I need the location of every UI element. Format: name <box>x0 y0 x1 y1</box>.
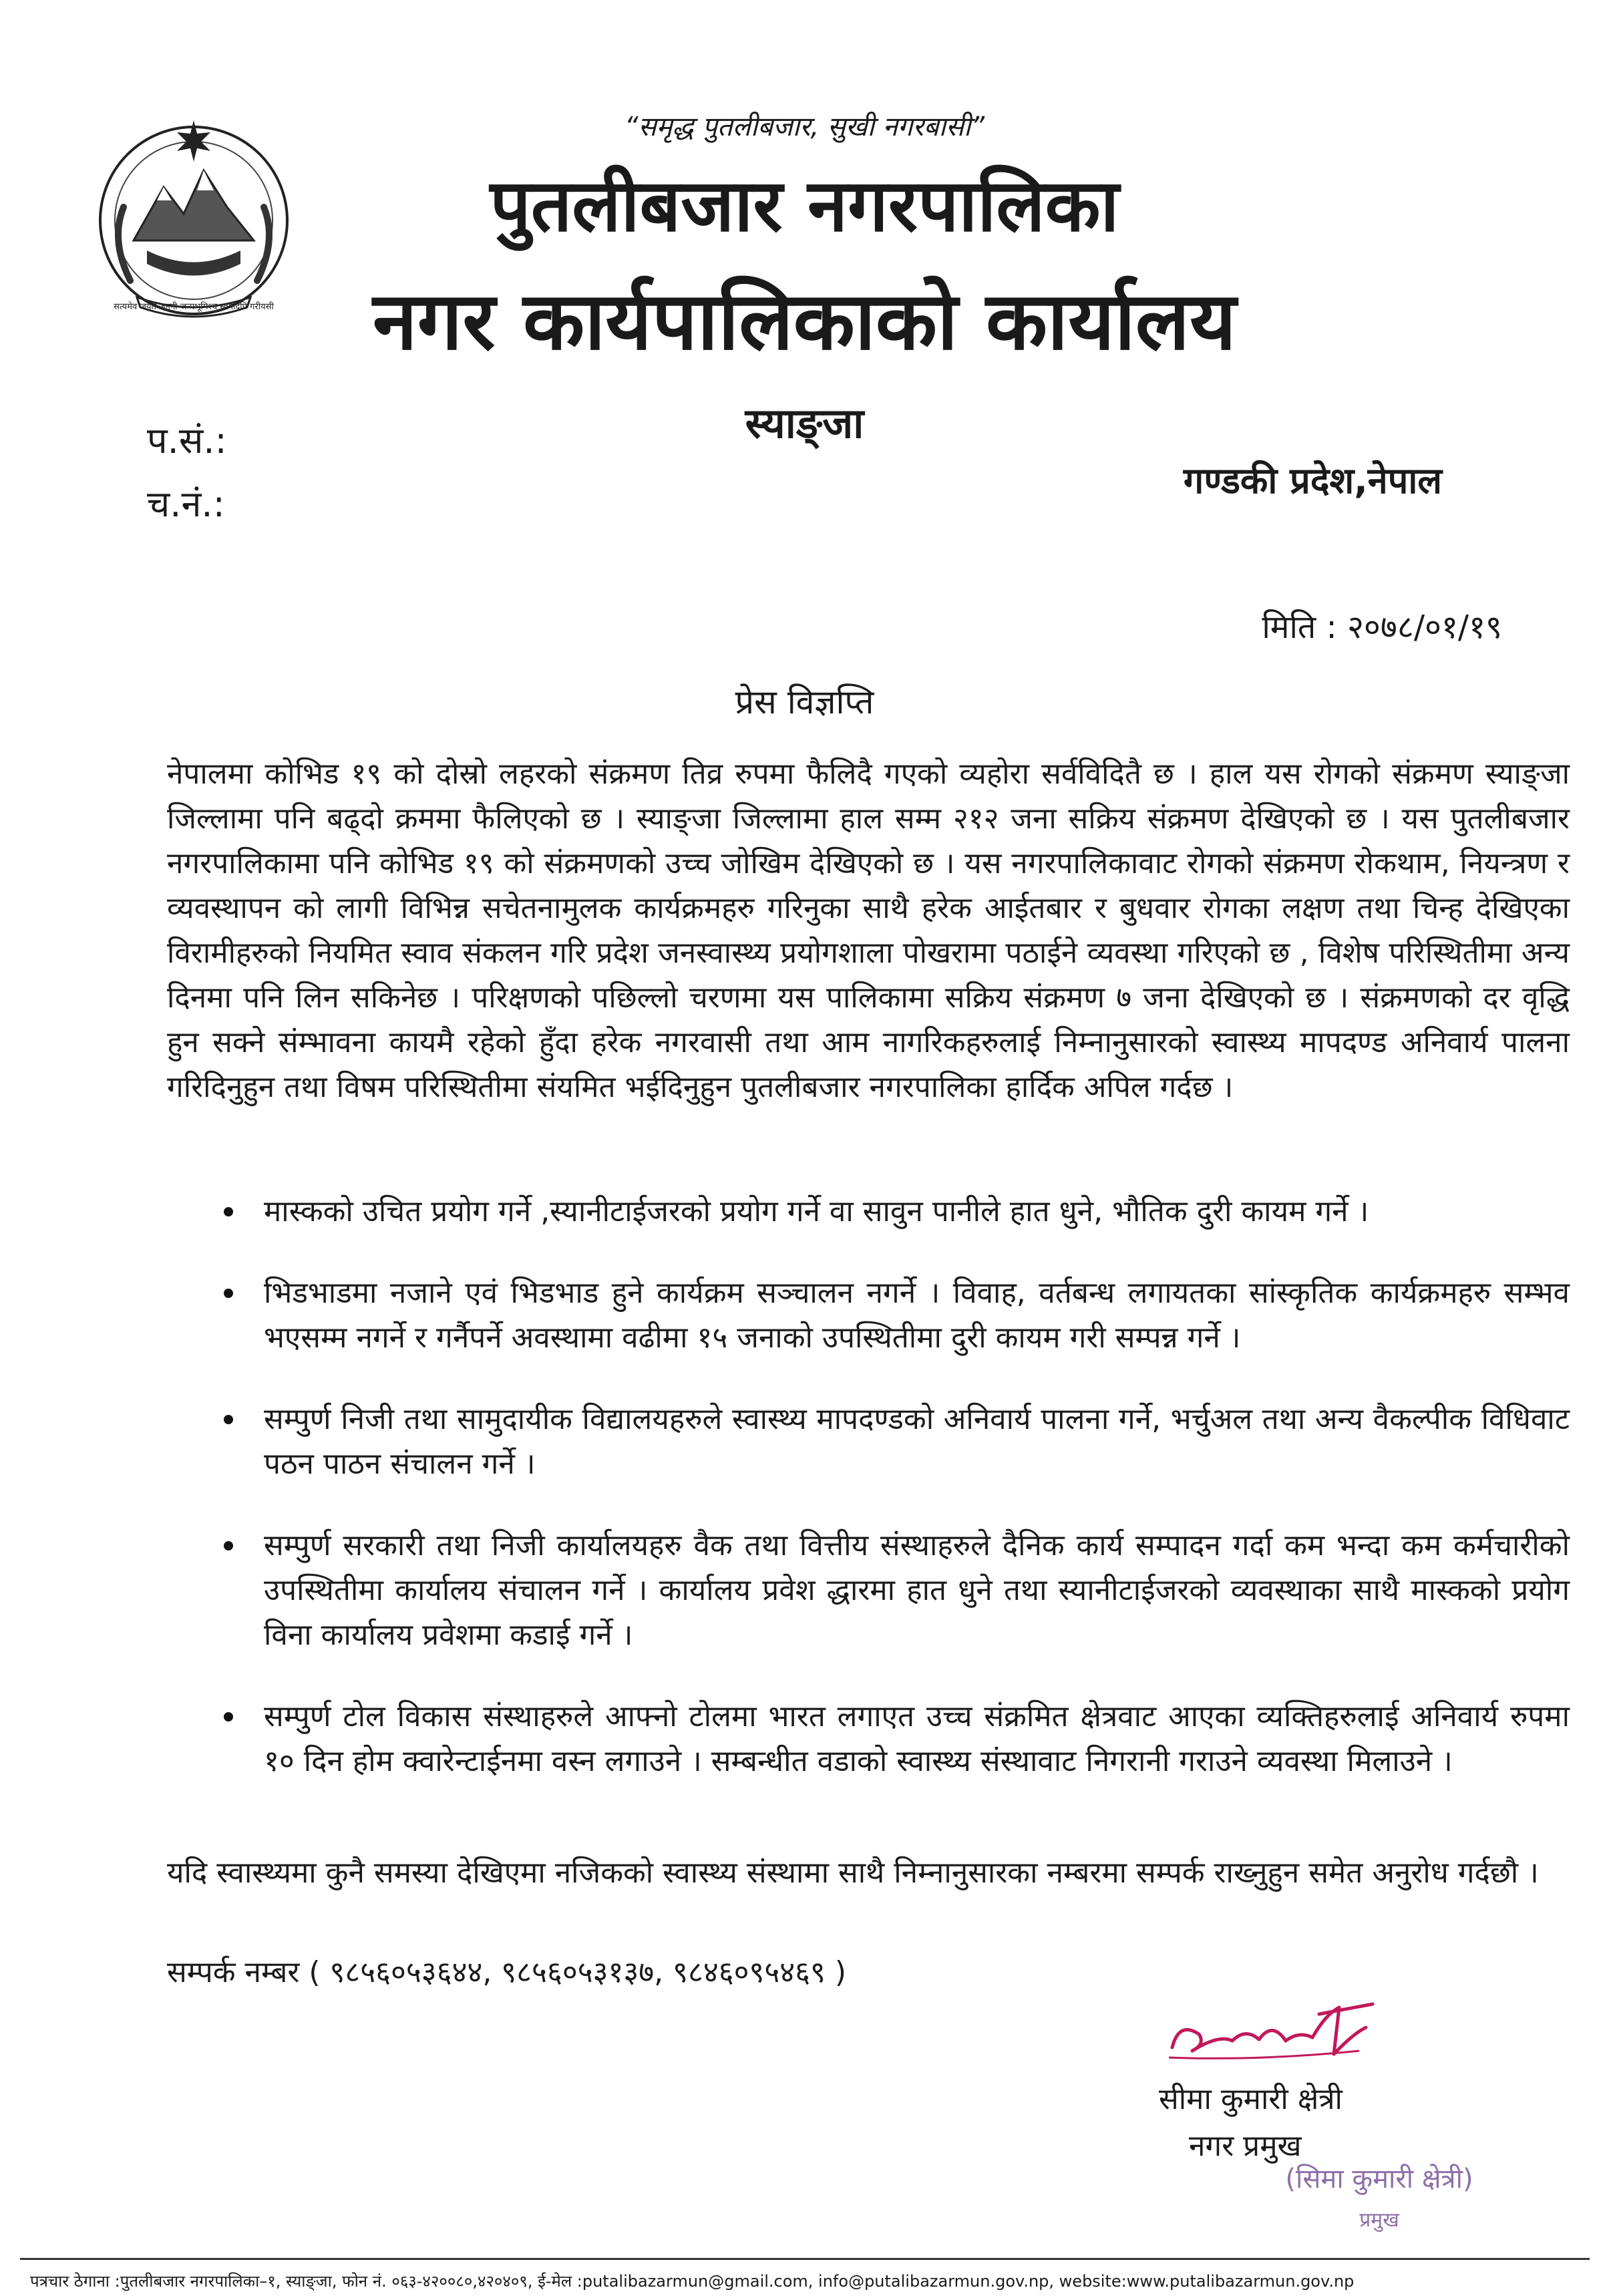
municipal-slogan: “समृद्ध पुतलीबजार, सुखी नगरबासी” <box>624 112 985 142</box>
closing-paragraph: यदि स्वास्थ्यमा कुनै समस्या देखिएमा नजिकको स्वास्थ्य संस्थामा साथै निम्नानुसारका नम्बरमा सम्पर्क राख्नुहुन समेत अनुरोध गर्दछौ । <box>167 1856 1539 1890</box>
letter-serial-label: प.सं.: <box>147 420 227 462</box>
signer-name: सीमा कुमारी क्षेत्री <box>1159 2082 1343 2116</box>
intro-paragraph: नेपालमा कोभिड १९ को दोस्रो लहरको संक्रमण तिव्र रुपमा फैलिदै गएको व्यहोरा सर्वविदितै छ । हाल यस रोगको संक्रमण स्याङ्जा जिल्लामा पनि बढ्दो क्रममा फैलिएको छ । स्याङ्जा जिल्लामा हाल सम्म २१२ जना सक्रिय संक्रमण देखिएको छ । यस पुतलीबजार नगरपालिकामा पनि कोभिड १९ को संक्रमणको उच्च जोखिम देखिएको छ । यस नगरपालिकावाट रोगको संक्रमण रोकथाम, नियन्त्रण र व्यवस्थापन को लागी विभिन्न सचेतनामुलक कार्यक्रमहरु गरिनुका साथै हरेक आईतबार र बुधवार रोगका लक्षण तथा चिन्ह देखिएका विरामीहरुको नियमित स्वाव संकलन गरि प्रदेश जनस्वास्थ्य प्रयोगशाला पोखरामा पठाईने व्यवस्था गरिएको छ , विशेष परिस्थितीमा अन्य दिनमा पनि लिन सकिनेछ । परिक्षणको पछिल्लो चरणमा यस पालिकामा सक्रिय संक्रमण ७ जना देखिएको छ । संक्रमणको दर वृद्धि हुन सक्ने संम्भावना कायमै रहेको हुँदा हरेक नगरवासी तथा आम नागरिकहरुलाई निम्नानुसारको स्वास्थ्य मापदण्ड अनिवार्य पालना गरिदिनुहुन तथा विषम परिस्थितीमा संयमित भईदिनुहुन पुतलीबजार नगरपालिका हार्दिक अपिल गर्दछ । <box>167 757 1570 1104</box>
list-item-text: भिडभाडमा नजाने एवं भिडभाड हुने कार्यक्रम सञ्चालन नगर्ने । विवाह, वर्तबन्ध लगायतका सांस्कृतिक कार्यक्रमहरु सम्भव भएसम्म नगर्ने र गर्नैपर्ने अवस्थामा वढीमा १५ जनाको उपस्थितीमा दुरी कायम गरी सम्पन्न गर्ने । <box>264 1276 1570 1355</box>
office-name: नगर कार्यपालिकाको कार्यालय <box>373 275 1236 368</box>
handwritten-signature-icon <box>1159 1994 1399 2074</box>
emblem-motto: सत्यमेव जयते जननी जन्मभूमिश्च स्वर्गादपि गरीयसी <box>114 302 274 312</box>
list-item-text: सम्पुर्ण टोल विकास संस्थाहरुले आफ्नो टोलमा भारत लगाएत उच्च संक्रमित क्षेत्रवाट आएका व्यक्तिहरुलाई अनिवार्य रुपमा १० दिन होम क्वारेन्टाईनमा वस्न लगाउने । सम्बन्धीत वडाको स्वास्थ्य संस्थावाट निगरानी गराउने व्यवस्था मिलाउने । <box>264 1699 1570 1778</box>
list-item-text: सम्पुर्ण निजी तथा सामुदायीक विद्यालयहरुले स्वास्थ्य मापदण्डको अनिवार्य पालना गर्ने, भर्चुअल तथा अन्य वैकल्पीक विधिवाट पठन पाठन संचालन गर्ने । <box>264 1402 1570 1481</box>
bullet-icon <box>224 1289 233 1298</box>
list-item-text: मास्कको उचित प्रयोग गर्ने ,स्यानीटाईजरको प्रयोग गर्ने वा सावुन पानीले हात धुने, भौतिक दुरी कायम गर्ने । <box>264 1194 1369 1228</box>
footer-divider <box>20 2258 1590 2260</box>
bullet-icon <box>224 1712 233 1721</box>
list-item <box>167 1694 1570 1784</box>
list-item <box>167 1271 1570 1360</box>
bullet-icon <box>224 1415 233 1424</box>
district-name: स्याङ्जा <box>745 399 864 448</box>
guideline-list <box>167 1189 1570 1820</box>
list-item <box>167 1523 1570 1657</box>
bullet-icon <box>224 1207 233 1216</box>
province-name: गण्डकी प्रदेश,नेपाल <box>1183 460 1442 502</box>
stamp-name: (सिमा कुमारी क्षेत्री) <box>1285 2164 1473 2194</box>
footer-address: पत्रचार ठेगाना :पुतलीबजार नगरपालिका–१, स्याङ्जा, फोन नं. ०६३-४२००८०,४२०४०९, ई-मेल :putalibazarmun@gmail.com, info@putalibazarmun.gov.np, website:www.putalibazarmun.gov.np <box>30 2272 1355 2291</box>
contact-numbers: सम्पर्क नम्बर ( ९८५६०५३६४४, ९८५६०५३१३७, ९८४६०९५४६९ ) <box>167 1955 847 1989</box>
letter-date: मिति : २०७८/०१/१९ <box>1262 609 1502 646</box>
list-item-text: सम्पुर्ण सरकारी तथा निजी कार्यालयहरु वैक तथा वित्तीय संस्थाहरुले दैनिक कार्य सम्पादन गर्दा कम भन्दा कम कर्मचारीको उपस्थितीमा कार्यालय संचालन गर्ने । कार्यालय प्रवेश द्धारमा हात धुने तथा स्यानीटाईजरको व्यवस्थाका साथै मास्कको प्रयोग विना कार्यालय प्रवेशमा कडाई गर्ने । <box>264 1528 1570 1652</box>
list-item <box>167 1189 1570 1234</box>
official-stamp-icon <box>1282 2148 1476 2241</box>
stamp-title: प्रमुख <box>1359 2208 1399 2232</box>
bullet-icon <box>224 1541 233 1550</box>
notice-title: प्रेस विज्ञप्ति <box>735 683 874 721</box>
signer-title: नगर प्रमुख <box>1189 2129 1302 2163</box>
list-item <box>167 1397 1570 1486</box>
municipality-name: पुतलीबजार नगरपालिका <box>490 164 1119 248</box>
dispatch-number-label: च.नं.: <box>147 483 225 525</box>
